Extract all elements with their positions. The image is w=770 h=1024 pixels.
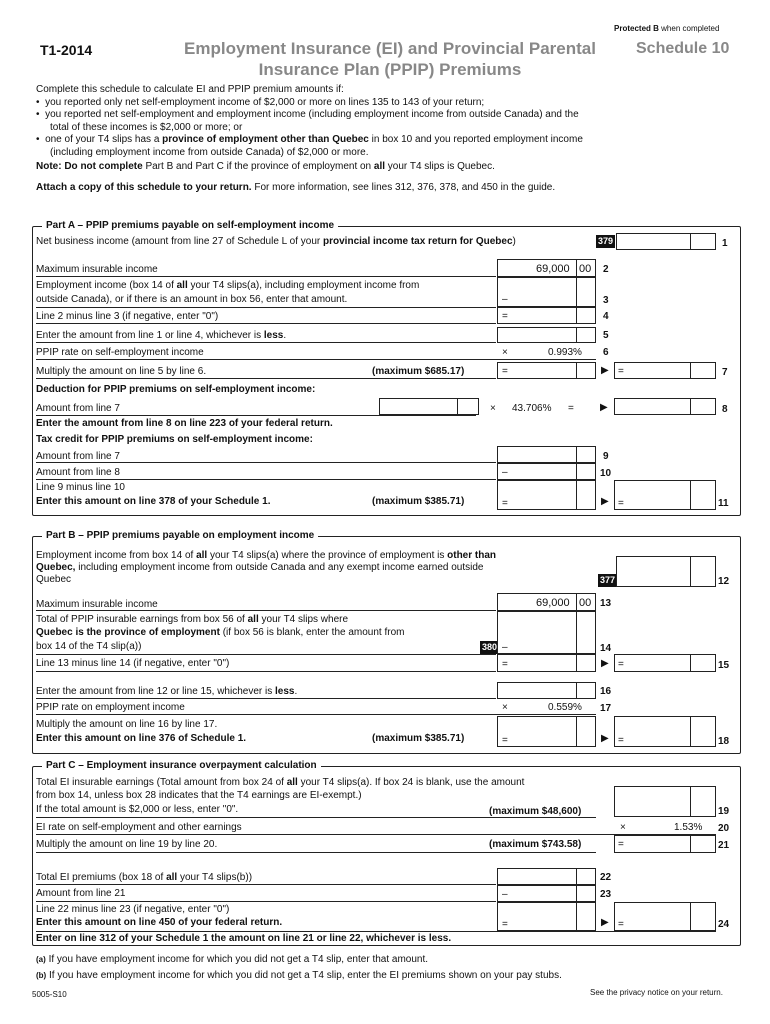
line-number: 14: [600, 643, 612, 654]
equals-op: =: [502, 735, 508, 746]
line-21-input[interactable]: [614, 835, 716, 853]
line-number: 4: [603, 311, 609, 322]
footnote-a: (a) If you have employment income for which you did not get a T4 slip, enter that amount.: [36, 954, 429, 965]
line-13-amount: 69,000: [536, 597, 570, 609]
line-21-max: (maximum $743.58): [489, 839, 582, 850]
line-number: 23: [600, 889, 612, 900]
minus-op: –: [502, 889, 508, 900]
code-380: 380: [482, 642, 498, 652]
line-8-input[interactable]: [614, 398, 716, 415]
line-number: 18: [718, 736, 730, 747]
line-number: 9: [603, 451, 609, 462]
line-11-calc[interactable]: [497, 480, 596, 510]
line-19-max: (maximum $48,600): [489, 806, 582, 817]
line-19-label-end: If the total amount is $2,000 or less, enter "0".: [36, 804, 239, 815]
footnote-b: (b) If you have employment income for which you did not get a T4 slip, enter the EI premiums shown on your pay stubs.: [36, 970, 562, 981]
equals-op: =: [502, 659, 508, 670]
line-2-cents: 00: [579, 263, 592, 275]
line-number: 17: [600, 703, 612, 714]
line-24-note: Enter this amount on line 450 of your federal return.: [36, 917, 283, 928]
form-code: 5005-S10: [32, 990, 67, 999]
line-2-amount: 69,000: [536, 263, 570, 275]
line-20-rate: 1.53%: [674, 822, 703, 833]
line-number: 1: [722, 238, 728, 249]
line-18-max: (maximum $385.71): [372, 733, 465, 744]
intro-bullet-cont: (including employment income from outside Canada) of $2,000 or more.: [50, 146, 369, 158]
line-14-input[interactable]: [497, 611, 596, 654]
line-number: 2: [603, 264, 609, 275]
arrow-icon: ▶: [601, 917, 609, 928]
line-7-input[interactable]: [614, 362, 716, 379]
privacy-notice: See the privacy notice on your return.: [590, 988, 723, 997]
line-9-label: Amount from line 7: [36, 451, 120, 462]
line-15-input[interactable]: [614, 654, 716, 672]
line-24-calc[interactable]: [497, 902, 596, 931]
line-19-label-cont: from box 14, unless box 28 indicates that the T4 earnings are EI-exempt.): [36, 790, 362, 801]
line-8-base[interactable]: [379, 398, 479, 415]
line-11-note: Enter this amount on line 378 of your Schedule 1.: [36, 496, 271, 507]
line-22-input[interactable]: [497, 868, 596, 885]
line-17-label: PPIP rate on employment income: [36, 702, 185, 713]
line-14-label-end: box 14 of the T4 slip(a)): [36, 641, 142, 652]
line-8-note: Enter the amount from line 8 on line 223 of your federal return.: [36, 418, 333, 429]
times-op: ×: [502, 347, 508, 358]
times-op: ×: [490, 403, 496, 414]
line-number: 6: [603, 347, 609, 358]
arrow-icon: ▶: [601, 365, 609, 376]
times-op: ×: [620, 822, 626, 833]
line-22-label: Total EI premiums (box 18 of all your T4 slips(b)): [36, 872, 253, 883]
arrow-icon: ▶: [600, 402, 608, 413]
arrow-icon: ▶: [601, 658, 609, 669]
line-24-label: Line 22 minus line 23 (if negative, enter "0"): [36, 904, 230, 915]
code-377: 377: [600, 575, 616, 585]
line-number: 21: [718, 840, 730, 851]
line-21-label: Multiply the amount on line 19 by line 20.: [36, 839, 218, 850]
line-14-label-cont: Quebec is the province of employment (if box 56 is blank, enter the amount from: [36, 627, 405, 638]
equals-op: =: [502, 366, 508, 377]
line-20-label: EI rate on self-employment and other earnings: [36, 822, 242, 833]
line-12-label: Employment income from box 14 of all your T4 slips(a) where the province of employment is other than: [36, 550, 497, 561]
minus-op: –: [502, 467, 508, 478]
equals-op: =: [568, 403, 574, 414]
equals-op: =: [618, 498, 624, 509]
part-a-title: Part A – PPIP premiums payable on self-employment income: [42, 220, 338, 232]
line-4-input[interactable]: [497, 307, 596, 324]
minus-op: –: [502, 642, 508, 653]
equals-op: =: [618, 366, 624, 377]
line-24-input[interactable]: [614, 902, 716, 931]
line-1-label: Net business income (amount from line 27 of Schedule L of your provincial income tax return for Quebec): [36, 236, 516, 247]
line-number: 16: [600, 686, 612, 697]
line-4-label: Line 2 minus line 3 (if negative, enter "0"): [36, 311, 219, 322]
form-id: T1-2014: [40, 42, 93, 58]
line-16-label: Enter the amount from line 12 or line 15, whichever is less.: [36, 686, 298, 697]
equals-op: =: [618, 659, 624, 670]
line-18-input[interactable]: [614, 716, 716, 747]
minus-op: –: [502, 294, 508, 305]
line-1-input[interactable]: [616, 233, 716, 250]
line-18-label: Multiply the amount on line 16 by line 17.: [36, 719, 218, 730]
line-number: 19: [718, 806, 730, 817]
line-12-input[interactable]: [616, 556, 716, 587]
line-11-max: (maximum $385.71): [372, 496, 465, 507]
part-c-footer-note: Enter on line 312 of your Schedule 1 the amount on line 21 or line 22, whichever is less.: [36, 933, 452, 944]
protected-label: Protected B when completed: [614, 24, 720, 33]
line-9-input[interactable]: [497, 446, 596, 463]
line-number: 15: [718, 660, 730, 671]
intro-lead: Complete this schedule to calculate EI and PPIP premium amounts if:: [36, 84, 344, 95]
line-6-label: PPIP rate on self-employment income: [36, 347, 204, 358]
line-number: 12: [718, 576, 730, 587]
line-number: 13: [600, 598, 612, 609]
line-12-label-end: Quebec: [36, 574, 72, 585]
intro-bullet: • you reported net self-employment and employment income (including employment income from outside Canada) and the: [36, 109, 579, 120]
credit-heading: Tax credit for PPIP premiums on self-employment income:: [36, 434, 313, 445]
line-23-input[interactable]: [497, 885, 596, 902]
line-18-calc[interactable]: [497, 716, 596, 747]
deduction-heading: Deduction for PPIP premiums on self-employment income:: [36, 384, 316, 395]
line-7-max: (maximum $685.17): [372, 366, 465, 377]
line-8-label: Amount from line 7: [36, 403, 120, 414]
line-5-input[interactable]: [497, 327, 596, 343]
equals-op: =: [618, 919, 624, 930]
line-11-input[interactable]: [614, 480, 716, 510]
intro-bullet-cont: total of these incomes is $2,000 or more; or: [50, 121, 243, 133]
line-number: 10: [600, 468, 612, 479]
intro-bullet: • one of your T4 slips has a province of employment other than Quebec in box 10 and you reported employment income: [36, 134, 583, 145]
line-number: 7: [722, 367, 728, 378]
line-23-label: Amount from line 21: [36, 888, 126, 899]
line-3-input[interactable]: [497, 277, 596, 307]
line-number: 24: [718, 919, 730, 930]
part-b-title: Part B – PPIP premiums payable on employment income: [42, 530, 318, 542]
code-379: 379: [598, 236, 614, 246]
line-7-calc[interactable]: [497, 362, 596, 379]
line-10-label: Amount from line 8: [36, 467, 120, 478]
line-number: 11: [718, 498, 729, 509]
line-12-label-cont: Quebec, including employment income from outside Canada and any exempt income earned outside: [36, 562, 484, 573]
line-3-label: Employment income (box 14 of all your T4 slips(a), including employment income from: [36, 280, 420, 291]
line-8-rate: 43.706%: [512, 403, 552, 414]
line-11-label: Line 9 minus line 10: [36, 482, 125, 493]
times-op: ×: [502, 702, 508, 713]
line-19-input[interactable]: [614, 786, 716, 817]
line-number: 8: [722, 404, 728, 415]
intro-attach: Attach a copy of this schedule to your return. For more information, see lines 312, 376, 378, and 450 in the guide.: [36, 181, 556, 193]
line-3-label-cont: outside Canada), or if there is an amount in box 56, enter that amount.: [36, 294, 348, 305]
line-10-input[interactable]: [497, 463, 596, 480]
line-15-calc[interactable]: [497, 654, 596, 672]
line-5-label: Enter the amount from line 1 or line 4, whichever is less.: [36, 330, 287, 341]
equals-op: =: [502, 919, 508, 930]
line-19-label: Total EI insurable earnings (Total amount from box 24 of all your T4 slips(a). If box 24 is blank, use the amount: [36, 777, 525, 788]
line-number: 3: [603, 295, 609, 306]
equals-op: =: [502, 498, 508, 509]
schedule-number: Schedule 10: [636, 40, 730, 57]
intro-note: Note: Do not complete Part B and Part C if the province of employment on all your T4 slips is Quebec.: [36, 161, 495, 172]
line-14-label: Total of PPIP insurable earnings from box 56 of all your T4 slips where: [36, 614, 349, 625]
line-2-label: Maximum insurable income: [36, 264, 158, 275]
line-6-rate: 0.993%: [548, 347, 582, 358]
part-c-title: Part C – Employment insurance overpayment calculation: [42, 760, 321, 772]
line-13-cents: 00: [579, 597, 592, 609]
line-number: 20: [718, 823, 730, 834]
intro-bullet: • you reported only net self-employment income of $2,000 or more on lines 135 to 143 of your return;: [36, 96, 485, 108]
line-15-label: Line 13 minus line 14 (if negative, enter "0"): [36, 658, 230, 669]
intro: [36, 84, 756, 194]
equals-op: =: [618, 735, 624, 746]
line-13-label: Maximum insurable income: [36, 599, 158, 610]
line-17-rate: 0.559%: [548, 702, 582, 713]
line-number: 22: [600, 872, 612, 883]
line-18-note: Enter this amount on line 376 of Schedule 1.: [36, 733, 247, 744]
line-16-input[interactable]: [497, 682, 596, 699]
line-number: 5: [603, 330, 609, 341]
arrow-icon: ▶: [601, 496, 609, 507]
arrow-icon: ▶: [601, 733, 609, 744]
equals-op: =: [502, 311, 508, 322]
page-title: Employment Insurance (EI) and Provincial Parental Insurance Plan (PPIP) Premiums: [184, 39, 596, 79]
equals-op: =: [618, 839, 624, 850]
line-7-label: Multiply the amount on line 5 by line 6.: [36, 366, 207, 377]
